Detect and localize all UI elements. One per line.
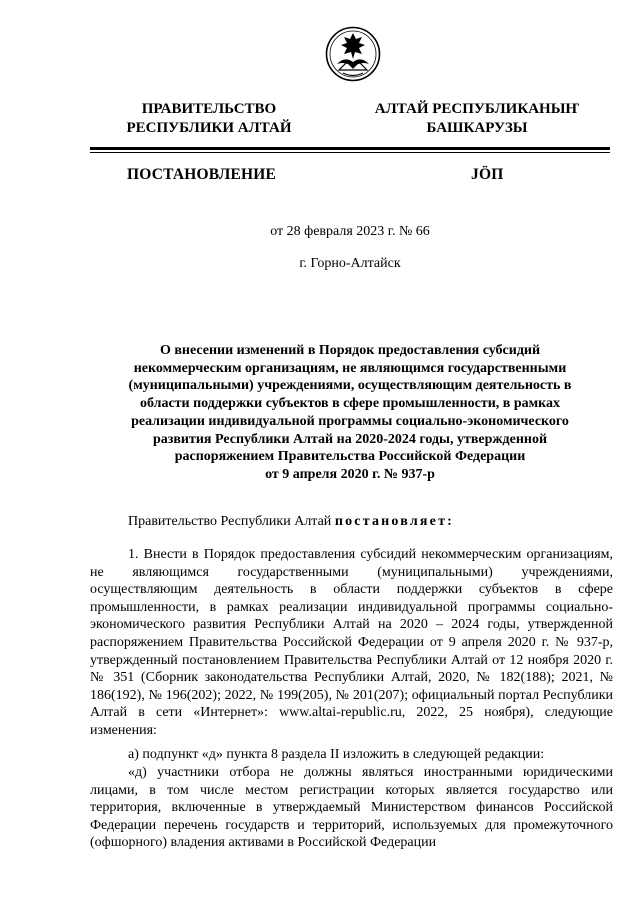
document-title xyxy=(100,342,600,484)
decree-statement xyxy=(90,513,613,531)
header-right-line1: АЛТАЙ РЕСПУБЛИКАНЫҤ xyxy=(374,101,580,117)
header-right xyxy=(362,100,592,138)
date-and-number: от 28 февраля 2023 г. № 66 xyxy=(270,224,430,239)
title-line: некоммерческим организациям, не являющимся государственными xyxy=(133,360,567,376)
title-line: развития Республики Алтай на 2020-2024 годы, утвержденной xyxy=(152,431,548,447)
doc-type-russian: ПОСТАНОВЛЕНИЕ xyxy=(127,166,277,183)
paragraph-subpoint-d-text: «д) участники отбора не должны являться иностранными юридическими лицами, в том числе местом регистрации которых является государство или территория, включенные в утверждаемый Министерством финансов Российской Федерации перечень государств и территорий, используемых для промежуточного (офшорного) владения активами в Российской Федерации xyxy=(90,765,613,851)
doc-type-altai: JӦП xyxy=(471,166,504,183)
header-right-line2: БАШКАРУЗЫ xyxy=(426,120,528,136)
paragraph-item-1: 1. Внести в Порядок предоставления субсидий некоммерческим организациям, не являющимся государственными (муниципальными) учреждениями, осуществляющим деятельность в области поддержки субъектов в сфере промышленности, в рамках реализации индивидуальной программы социально-экономического развития Республики Алтай на 2020 – 2024 годы, утвержденной распоряжением Правительства Российской Федерации от 9 апреля 2020 г. № 937-р, утвержденный постановлением Правительства Республики Алтай от 12 ноября 2020 г. № 351 (Сборник законодательства Республики Алтай, 2020, № 182(188); 2021, № 186(192), № 196(202); 2022, № 199(205), № 201(207); официальный портал Республики Алтай в сети «Интернет»: www.altai-republic.ru, 2022, 25 ноября), следующие изменения: xyxy=(90,547,613,738)
coat-of-arms-icon xyxy=(325,26,381,82)
header-left-line1: ПРАВИТЕЛЬСТВО xyxy=(141,101,277,117)
title-line: от 9 апреля 2020 г. № 937-р xyxy=(265,466,435,482)
decree-subject: Правительство Республики Алтай xyxy=(128,514,332,529)
header-left-line2: РЕСПУБЛИКИ АЛТАЙ xyxy=(126,120,292,136)
city: г. Горно-Алтайск xyxy=(299,256,401,271)
header-divider-thin xyxy=(90,152,610,153)
title-line: (муниципальными) учреждениями, осуществляющим деятельность в xyxy=(128,378,572,394)
title-line: области поддержки субъектов в сфере промышленности, в рамках xyxy=(139,396,561,412)
title-line: О внесении изменений в Порядок предоставления субсидий xyxy=(159,343,541,358)
header-left xyxy=(94,100,324,138)
title-line: распоряжением Правительства Российской Федерации xyxy=(174,449,526,465)
header-divider-thick xyxy=(90,147,610,150)
paragraph-subpoint-a: а) подпункт «д» пункта 8 раздела II изложить в следующей редакции: xyxy=(128,747,545,762)
title-line: реализации индивидуальной программы социально-экономического xyxy=(131,413,569,429)
decree-verb: постановляет: xyxy=(334,514,455,529)
